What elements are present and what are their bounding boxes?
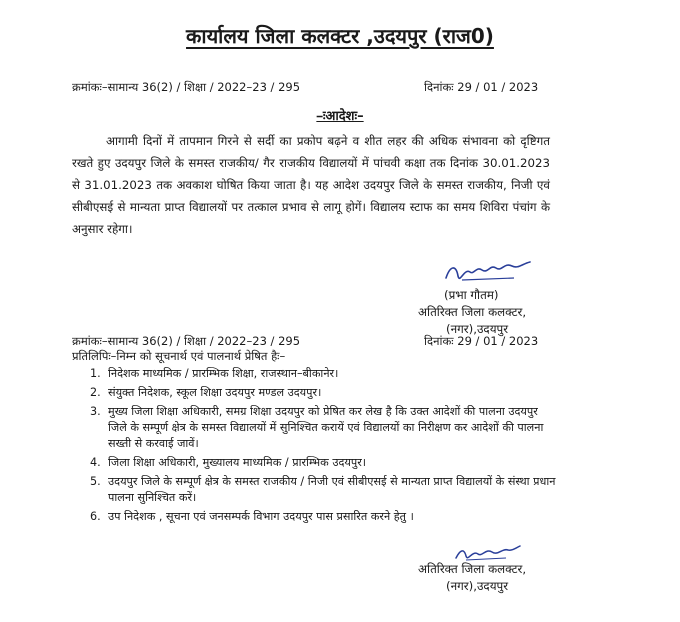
- signature-mark-1: [442, 258, 534, 288]
- list-item: [90, 404, 560, 452]
- list-item: [90, 366, 560, 382]
- list-item-text: संयुक्त निदेशक, स्कूल शिक्षा उदयपुर मण्डल उदयपुर।: [108, 386, 322, 399]
- reference-date-2: दिनांकः 29 / 01 / 2023: [424, 334, 539, 348]
- list-item-text: निदेशक माध्यमिक / प्रारम्भिक शिक्षा, राजस्थान–बीकानेर।: [108, 367, 339, 380]
- reference-number-2: क्रमांकः–सामान्य 36(2) / शिक्षा / 2022–23 / 295: [72, 334, 301, 348]
- signatory-name: (प्रभा गौतम): [444, 288, 499, 302]
- list-item-number: 5.: [90, 475, 101, 488]
- list-item: [90, 474, 560, 506]
- list-item-number: 6.: [90, 510, 101, 523]
- copy-intro: प्रतिलिपिः–निम्न को सूचनार्थ एवं पालनार्थ प्रेषित हैः–: [72, 349, 286, 363]
- list-item: [90, 509, 560, 525]
- reference-number: क्रमांकः–सामान्य 36(2) / शिक्षा / 2022–23 / 295: [72, 80, 301, 94]
- list-item-number: 4.: [90, 456, 101, 469]
- reference-date: दिनांकः 29 / 01 / 2023: [424, 80, 539, 94]
- list-item-text: मुख्य जिला शिक्षा अधिकारी, समग्र शिक्षा उदयपुर को प्रेषित कर लेख है कि उक्त आदेशों की पालना उदयपुर जिले के सम्पूर्ण क्षेत्र के समस्त विद्यालयों में सुनिश्चित करायें एवं विद्यालयों का निरीक्षण कर आदेशों की पालना सख्ती से करवाई जावें।: [108, 405, 544, 450]
- list-item-text: जिला शिक्षा अधिकारी, मुख्यालय माध्यमिक / प्रारम्भिक उदयपुर।: [108, 456, 367, 469]
- list-item-number: 1.: [90, 367, 101, 380]
- list-item-number: 3.: [90, 405, 101, 418]
- signatory-office: (नगर),उदयपुर: [446, 322, 509, 336]
- signatory-office-2: (नगर),उदयपुर: [446, 579, 509, 593]
- list-item-text: उदयपुर जिले के सम्पूर्ण क्षेत्र के समस्त राजकीय / निजी एवं सीबीएसई से मान्यता प्राप्त विद्यालयों के संस्था प्रधान पालना सुनिश्चित करें।: [108, 475, 556, 504]
- copy-list: [90, 366, 560, 528]
- office-title: कार्यालय जिला कलक्टर ,उदयपुर (राज0): [186, 24, 494, 48]
- order-body: आगामी दिनों में तापमान गिरने से सर्दी का प्रकोप बढ़ने व शीत लहर की अधिक संभावना को दृष्टिगत रखते हुए उदयपुर जिले के समस्त राजकीय/ गैर राजकीय विद्यालयों में पांचवी कक्षा तक दिनांक 30.01.2023 से 31.01.2023 तक अवकाश घोषित किया जाता है। यह आदेश उदयपुर जिले के समस्त राजकीय, निजी एवं सीबीएसई से मान्यता प्राप्त विद्यालयों पर तत्काल प्रभाव से लागू होगें। विद्यालय स्टाफ का समय शिविरा पंचांग के अनुसार रहेगा।: [72, 134, 550, 236]
- list-item: [90, 455, 560, 471]
- list-item-text: उप निदेशक , सूचना एवं जनसम्पर्क विभाग उदयपुर पास प्रसारित करने हेतु ।: [108, 510, 414, 523]
- signatory-designation-2: अतिरिक्त जिला कलक्टर,: [418, 562, 527, 576]
- list-item: [90, 385, 560, 401]
- signatory-designation: अतिरिक्त जिला कलक्टर,: [418, 305, 527, 319]
- order-heading: –ःआदेशः–: [316, 109, 364, 124]
- list-item-number: 2.: [90, 386, 101, 399]
